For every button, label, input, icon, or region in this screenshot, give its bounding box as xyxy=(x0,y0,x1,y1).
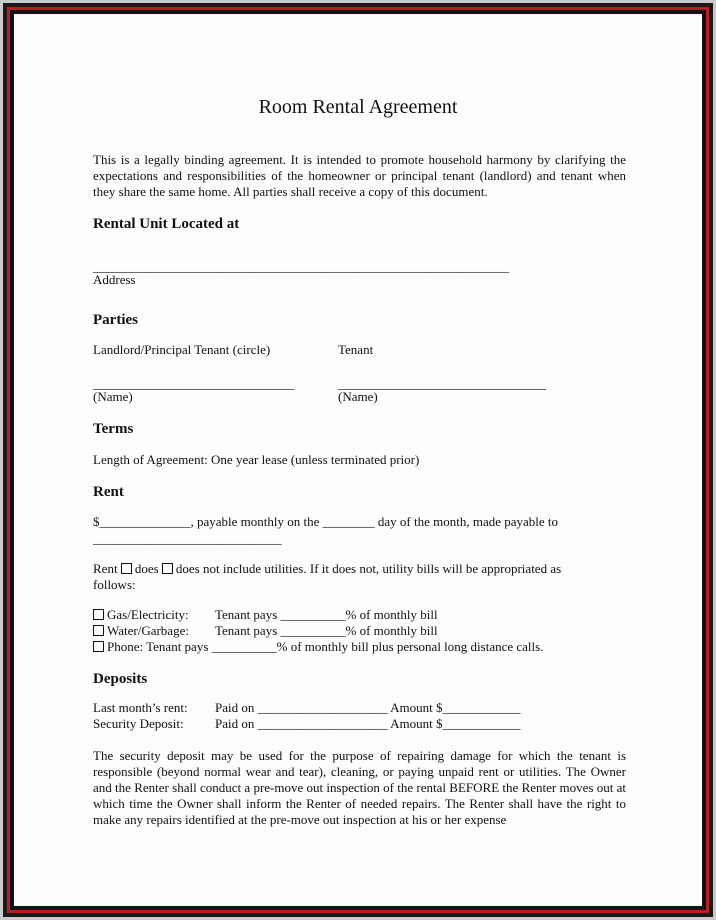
gas-checkbox[interactable] xyxy=(93,609,104,620)
landlord-name-line[interactable]: _______________________________ xyxy=(93,376,295,391)
phone-checkbox[interactable] xyxy=(93,641,104,652)
rent-amount-line[interactable]: $______________, payable monthly on the ________ day of the month, made payable to xyxy=(93,514,559,529)
does-checkbox[interactable] xyxy=(121,563,132,574)
parties-heading: Parties xyxy=(93,312,138,328)
security-deposit-label: Security Deposit: xyxy=(93,716,184,731)
phone-row xyxy=(93,639,543,655)
water-text[interactable]: Tenant pays __________% of monthly bill xyxy=(215,623,438,638)
gas-row xyxy=(93,607,189,623)
rental-unit-heading: Rental Unit Located at xyxy=(93,216,240,232)
deposits-heading: Deposits xyxy=(93,671,148,687)
does-not-checkbox[interactable] xyxy=(162,563,173,574)
water-checkbox[interactable] xyxy=(93,625,104,636)
last-month-fields[interactable]: Paid on ____________________ Amount $____________ xyxy=(215,700,521,715)
last-month-label: Last month’s rent: xyxy=(93,700,188,715)
tenant-label: Tenant xyxy=(338,342,374,357)
rent-heading: Rent xyxy=(93,484,124,500)
tenant-name-line[interactable]: ________________________________ xyxy=(338,376,546,391)
payable-to-line[interactable]: _____________________________ xyxy=(93,531,282,546)
terms-heading: Terms xyxy=(93,421,134,437)
does-not-label: does not include utilities. If it does not, utility bills will be appropriated as xyxy=(175,561,562,576)
security-deposit-fields[interactable]: Paid on ____________________ Amount $____________ xyxy=(215,716,521,731)
does-label: does xyxy=(134,561,162,576)
address-line[interactable]: ________________________________________________________________ xyxy=(93,259,509,274)
landlord-label: Landlord/Principal Tenant (circle) xyxy=(93,342,271,357)
document-title: Room Rental Agreement xyxy=(258,96,458,118)
rent-word: Rent xyxy=(93,561,121,576)
phone-text: Phone: Tenant pays __________% of monthly bill plus personal long distance calls. xyxy=(107,639,544,654)
intro-paragraph: This is a legally binding agreement. It is intended to promote household harmony by clarifying the expectations and responsibilities of the homeowner or principal tenant (landlord) and tenant when they share the same home. All parties shall receive a copy of this document. xyxy=(93,152,626,199)
landlord-name-label: (Name) xyxy=(93,389,133,404)
agreement-length: Length of Agreement: One year lease (unless terminated prior) xyxy=(93,452,420,467)
tenant-name-label: (Name) xyxy=(338,389,378,404)
water-label: Water/Garbage: xyxy=(107,623,189,638)
address-label: Address xyxy=(93,272,136,287)
gas-text[interactable]: Tenant pays __________% of monthly bill xyxy=(215,607,438,622)
follows-text: follows: xyxy=(93,577,136,592)
utilities-line xyxy=(93,561,561,577)
water-row xyxy=(93,623,189,639)
gas-label: Gas/Electricity: xyxy=(107,607,189,622)
deposit-paragraph: The security deposit may be used for the purpose of repairing damage for which the tenant is responsible (beyond normal wear and tear), cleaning, or paying unpaid rent or utilities. The Owner and the Renter shall conduct a pre-move out inspection of the rental BEFORE the Renter moves out at which time the Owner shall inform the Renter of needed repairs. The Renter shall have the right to make any repairs identified at the pre-move out inspection at his or her expense xyxy=(93,748,626,827)
document-page xyxy=(12,12,704,908)
